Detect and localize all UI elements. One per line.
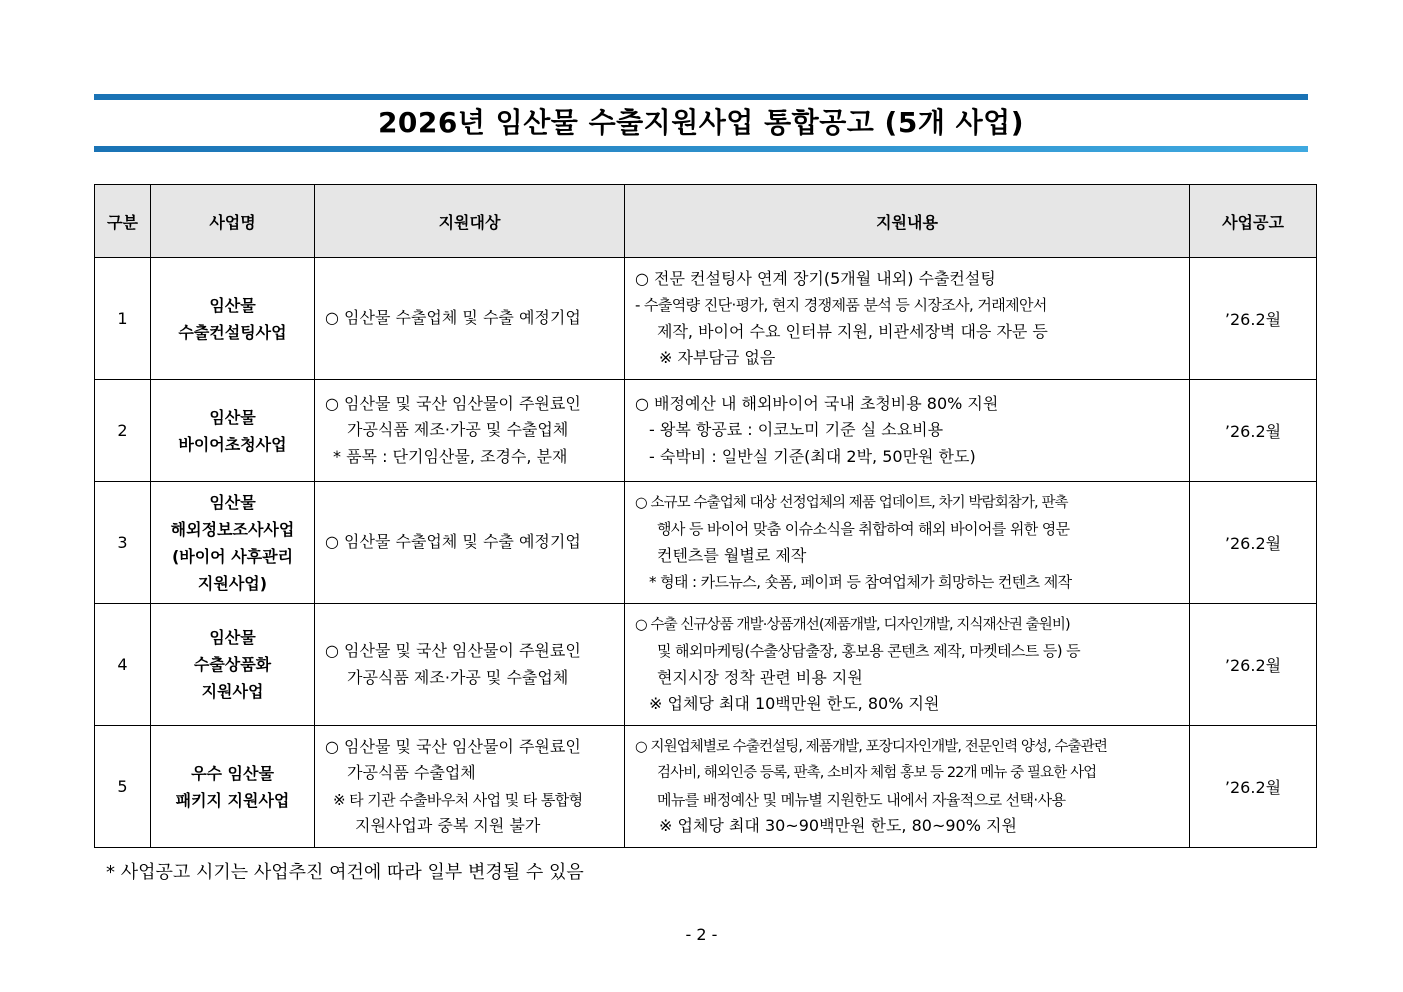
name-line: 수출컨설팅사업 [178, 322, 287, 342]
row-target [315, 482, 625, 604]
row-program-name [151, 482, 315, 604]
content-line: - 수출역량 진단·평가, 현지 경쟁제품 분석 등 시장조사, 거래제안서 [635, 296, 1047, 314]
content-line: ○ 배정예산 내 해외바이어 국내 초청비용 80% 지원 [635, 393, 999, 413]
row-program-name [151, 258, 315, 380]
target-line: ○ 임산물 수출업체 및 수출 예정기업 [325, 308, 581, 328]
row-no: 4 [95, 604, 151, 726]
row-content [625, 258, 1190, 380]
target-line: ○ 임산물 수출업체 및 수출 예정기업 [325, 532, 581, 552]
name-line: 패키지 지원사업 [175, 790, 290, 810]
row-program-name [151, 604, 315, 726]
row-notice: ’26.2월 [1190, 258, 1317, 380]
name-line: 지원사업 [201, 682, 264, 701]
row-notice: ’26.2월 [1190, 482, 1317, 604]
row-content [625, 604, 1190, 726]
content-line: ○ 전문 컨설팅사 연계 장기(5개월 내외) 수출컨설팅 [635, 268, 996, 288]
table-row [95, 380, 1317, 482]
target-line: 가공식품 제조·가공 및 수출업체 [347, 420, 569, 440]
content-line: ○ 수출 신규상품 개발·상품개선(제품개발, 디자인개발, 지식재산권 출원비) [635, 616, 1070, 633]
name-line: 해외정보조사사업 [170, 519, 295, 539]
title-banner [94, 94, 1308, 152]
footnote: * 사업공고 시기는 사업추진 여건에 따라 일부 변경될 수 있음 [106, 862, 584, 883]
row-content [625, 482, 1190, 604]
content-line: 현지시장 정착 관련 비용 지원 [657, 667, 863, 687]
content-line: 컨텐츠를 월별로 제작 [657, 545, 807, 565]
name-line: 임산물 [209, 407, 256, 427]
name-line: 임산물 [209, 295, 256, 315]
content-line: ※ 업체당 최대 10백만원 한도, 80% 지원 [649, 694, 940, 713]
page-title: 2026년 임산물 수출지원사업 통합공고 (5개 사업) [377, 106, 1025, 139]
target-line: * 품목 : 단기임산물, 조경수, 분재 [333, 446, 568, 466]
content-line: ○ 소규모 수출업체 대상 선정업체의 제품 업데이트, 차기 박람회참가, 판촉 [635, 494, 1068, 511]
target-line: 가공식품 수출업체 [347, 763, 476, 782]
name-line: 임산물 [209, 628, 256, 647]
target-line: ○ 임산물 및 국산 임산물이 주원료인 [325, 641, 581, 660]
row-no: 3 [95, 482, 151, 604]
target-line: ※ 타 기관 수출바우처 사업 및 타 통합형 [333, 790, 583, 809]
content-line: 및 해외마케팅(수출상담출장, 홍보용 콘텐츠 제작, 마켓테스트 등) 등 [657, 642, 1081, 660]
row-program-name [151, 380, 315, 482]
name-line: (바이어 사후관리 [171, 546, 294, 566]
content-line: ※ 자부담금 없음 [659, 348, 776, 367]
content-line: - 숙박비 : 일반실 기준(최대 2박, 50만원 한도) [649, 446, 976, 466]
program-table [94, 184, 1317, 848]
target-line: 가공식품 제조·가공 및 수출업체 [347, 667, 569, 687]
content-line: - 왕복 항공료 : 이코노미 기준 실 소요비용 [649, 420, 944, 440]
content-line: ○ 지원업체별로 수출컨설팅, 제품개발, 포장디자인개발, 전문인력 양성, 수출관련 [635, 738, 1107, 755]
header-content: 지원내용 [625, 185, 1190, 258]
table-row [95, 726, 1317, 848]
header-no: 구분 [95, 185, 151, 258]
content-line: 행사 등 바이어 맞춤 이슈소식을 취합하여 해외 바이어를 위한 영문 [657, 520, 1070, 538]
row-no: 5 [95, 726, 151, 848]
row-target [315, 726, 625, 848]
row-no: 2 [95, 380, 151, 482]
content-line: * 형태 : 카드뉴스, 숏폼, 페이퍼 등 참여업체가 희망하는 컨텐츠 제작 [649, 573, 1072, 591]
header-program-name: 사업명 [151, 185, 315, 258]
content-line: 제작, 바이어 수요 인터뷰 지원, 비관세장벽 대응 자문 등 [657, 321, 1048, 341]
target-line: ○ 임산물 및 국산 임산물이 주원료인 [325, 736, 581, 756]
target-line: ○ 임산물 및 국산 임산물이 주원료인 [325, 393, 581, 413]
content-line: ※ 업체당 최대 30~90백만원 한도, 80~90% 지원 [659, 816, 1017, 835]
name-line: 임산물 [209, 492, 256, 512]
content-line: 메뉴를 배정예산 및 메뉴별 지원한도 내에서 자율적으로 선택·사용 [657, 790, 1066, 809]
header-target: 지원대상 [315, 185, 625, 258]
name-line: 바이어초청사업 [178, 434, 287, 454]
title-bottom-rule [94, 146, 1308, 152]
table-row [95, 482, 1317, 604]
header-notice: 사업공고 [1190, 185, 1317, 258]
table-row [95, 604, 1317, 726]
row-target [315, 380, 625, 482]
row-content [625, 726, 1190, 848]
name-line: 우수 임산물 [191, 763, 274, 783]
name-line: 지원사업) [197, 573, 268, 593]
row-notice: ’26.2월 [1190, 380, 1317, 482]
table-row [95, 258, 1317, 380]
target-line: 지원사업과 중복 지원 불가 [355, 816, 541, 835]
row-content [625, 380, 1190, 482]
table-header-row [95, 185, 1317, 258]
row-notice: ’26.2월 [1190, 604, 1317, 726]
row-program-name [151, 726, 315, 848]
page-number: - 2 - [685, 925, 718, 944]
row-target [315, 258, 625, 380]
row-target [315, 604, 625, 726]
row-notice: ’26.2월 [1190, 726, 1317, 848]
row-no: 1 [95, 258, 151, 380]
name-line: 수출상품화 [193, 655, 272, 674]
content-line: 검사비, 해외인증 등록, 판촉, 소비자 체험 홍보 등 22개 메뉴 중 필요한 사업 [657, 765, 1097, 781]
